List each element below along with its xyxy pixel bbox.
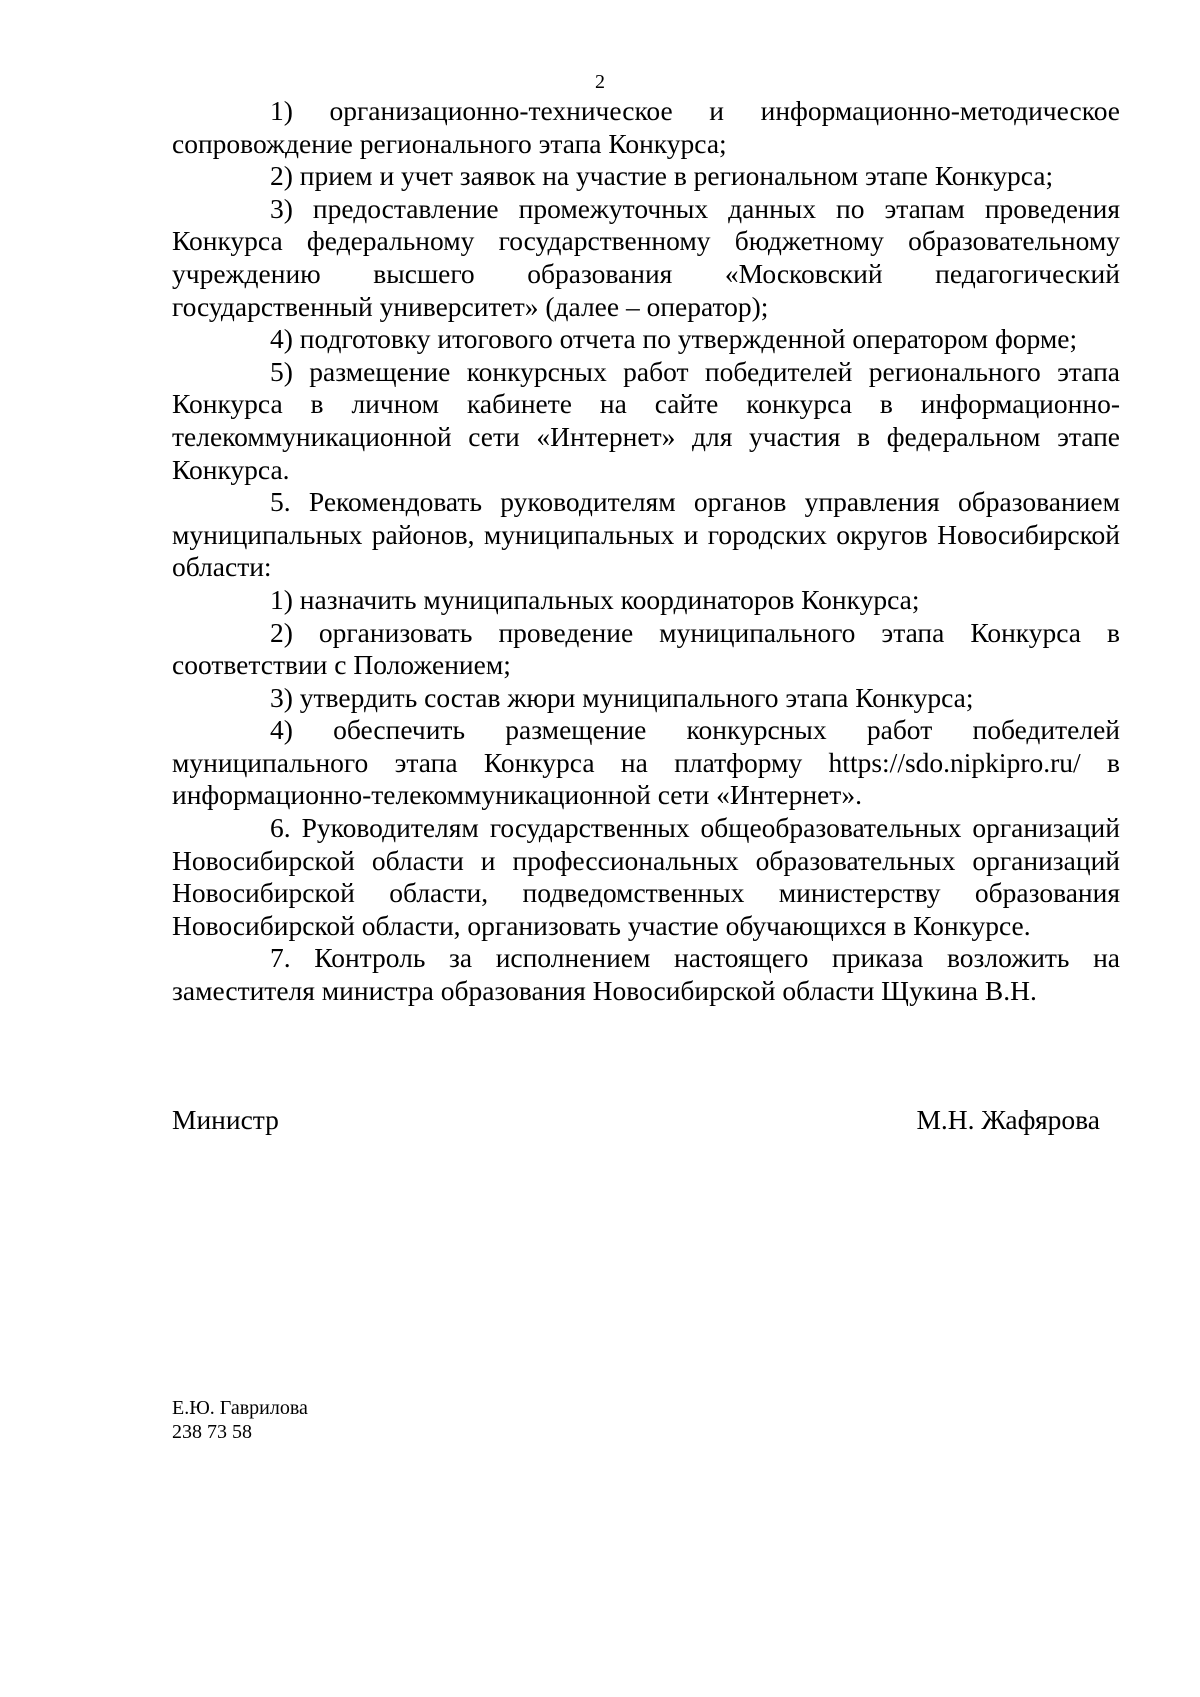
paragraph-clause-5: 5. Рекомендовать руководителям органов управления образованием муниципальных районов, муниципальных и городских округов Новосибирской области:: [172, 486, 1120, 583]
paragraph-item-5-2: 2) организовать проведение муниципального этапа Конкурса в соответствии с Положением;: [172, 616, 1120, 681]
executor-block: [172, 1396, 308, 1444]
signatory-name: М.Н. Жафярова: [916, 1104, 1100, 1135]
paragraph-clause-6: 6. Руководителям государственных общеобразовательных организаций Новосибирской области и профессиональных образовательных организаций Новосибирской области, подведомственных министерству образования Новосибирской области, организовать участие обучающихся в Конкурсе.: [172, 812, 1120, 941]
page-number: 2: [595, 71, 605, 93]
paragraph-item-1-5: 5) размещение конкурсных работ победителей регионального этапа Конкурса в личном кабинете на сайте конкурса в информационно-телекоммуникационной сети «Интернет» для участия в федеральном этапе Конкурса.: [172, 355, 1120, 485]
signatory-title: Министр: [172, 1104, 279, 1135]
executor-name: Е.Ю. Гаврилова: [172, 1397, 308, 1419]
document-body: [172, 95, 1120, 1008]
paragraph-item-5-4: 4) обеспечить размещение конкурсных работ победителей муниципального этапа Конкурса на платформу https://sdo.nipkipro.ru/ в информационно-телекоммуникационной сети «Интернет».: [172, 714, 1120, 811]
paragraph-clause-7: 7. Контроль за исполнением настоящего приказа возложить на заместителя министра образования Новосибирской области Щукина В.Н.: [172, 942, 1120, 1007]
paragraph-item-1-1: 1) организационно-техническое и информационно-методическое сопровождение регионального этапа Конкурса;: [172, 95, 1120, 159]
paragraph-item-1-4: 4) подготовку итогового отчета по утвержденной оператором форме;: [270, 323, 1078, 355]
paragraph-item-5-1: 1) назначить муниципальных координаторов Конкурса;: [270, 583, 920, 615]
paragraph-item-1-2: 2) прием и учет заявок на участие в региональном этапе Конкурса;: [270, 160, 1054, 192]
executor-phone: 238 73 58: [172, 1421, 252, 1443]
paragraph-item-1-3: 3) предоставление промежуточных данных по этапам проведения Конкурса федеральному государственному бюджетному образовательному учреждению высшего образования «Московский педагогический государственный университет» (далее – оператор);: [172, 192, 1120, 322]
paragraph-item-5-3: 3) утвердить состав жюри муниципального этапа Конкурса;: [270, 681, 974, 713]
